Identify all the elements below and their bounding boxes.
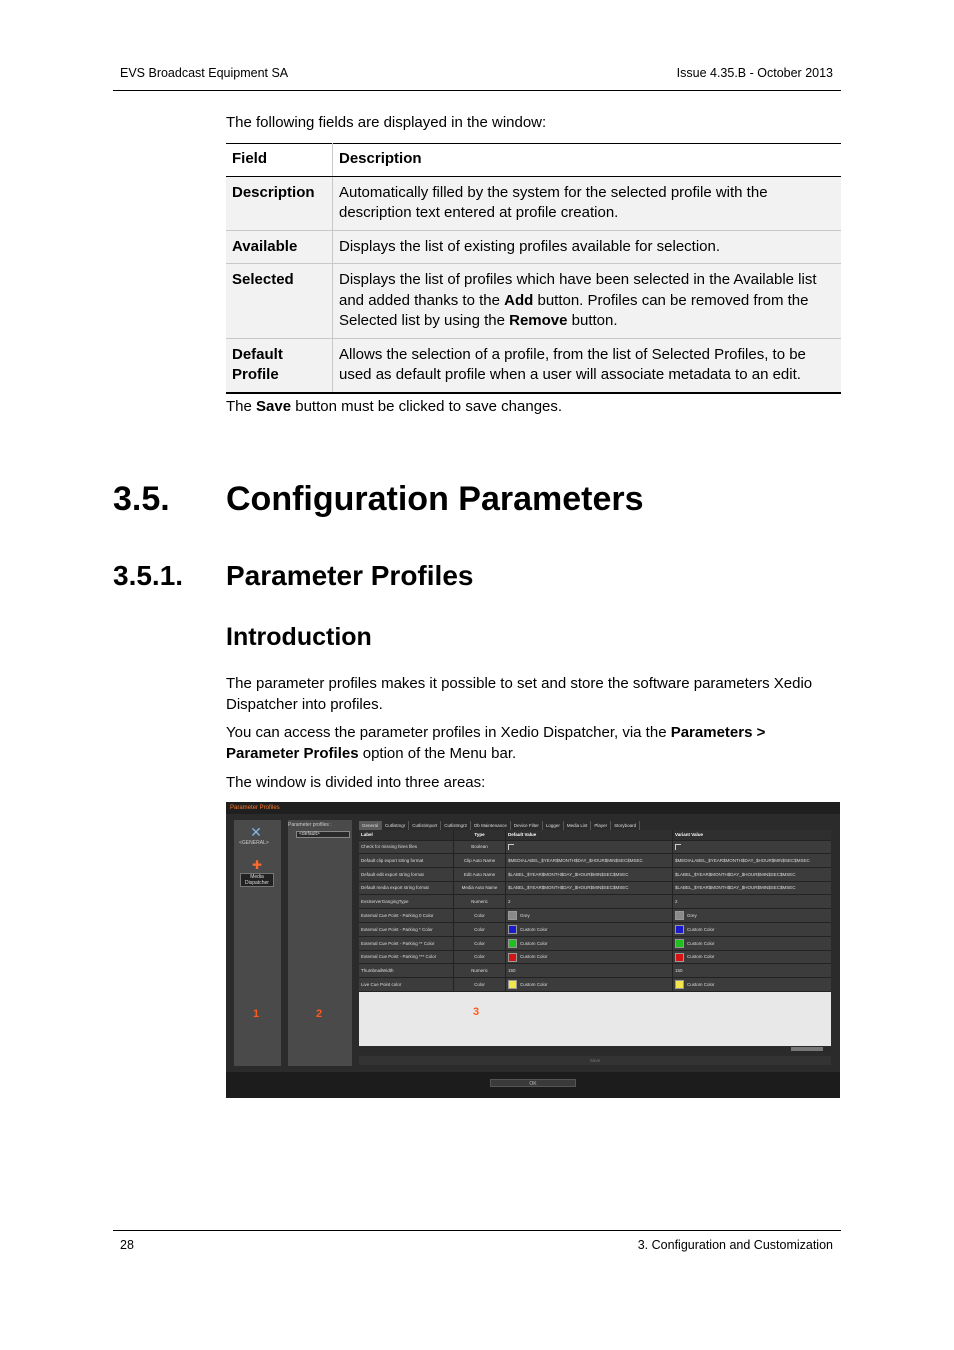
default-value-cell[interactable]: $LABEL_$YEAR$MONTH$DAY_$HOUR$MIN$SEC$MSEC xyxy=(506,868,673,881)
color-swatch[interactable] xyxy=(508,925,517,934)
color-swatch[interactable] xyxy=(675,911,684,920)
checkbox[interactable] xyxy=(508,844,514,850)
param-label: Live Cue Point color xyxy=(359,978,454,991)
subsection-heading xyxy=(113,560,473,592)
description-cell: Displays the list of existing profiles available for selection. xyxy=(339,237,721,255)
variant-value-cell[interactable]: 2 xyxy=(675,899,678,905)
tab-item[interactable]: Media List xyxy=(564,821,592,830)
color-swatch[interactable] xyxy=(675,939,684,948)
param-label: External Cue Point - Parking ** Color xyxy=(359,937,454,950)
paragraph-2 xyxy=(226,723,838,764)
color-swatch[interactable] xyxy=(508,939,517,948)
page-number: 28 xyxy=(120,1238,134,1252)
param-label: Default clip export string format xyxy=(359,854,454,867)
grid-row[interactable] xyxy=(359,964,831,978)
param-label: Default edit export string format xyxy=(359,868,454,881)
dispatcher-icon[interactable]: ✚ xyxy=(251,858,263,872)
tab-item[interactable]: Storyboard xyxy=(611,821,640,830)
param-label: EvsServerGangingType xyxy=(359,895,454,908)
para2-text: option of the Menu bar. xyxy=(358,744,517,762)
param-label: External Cue Point - Parking *** Color xyxy=(359,950,454,963)
desc-text: button. xyxy=(567,312,618,329)
table-row xyxy=(226,338,841,393)
color-name: Custom Color xyxy=(687,982,715,987)
grid-row[interactable] xyxy=(359,923,831,937)
para2-bold: Parameters > Parameter Profiles xyxy=(226,724,766,762)
tab-item[interactable]: Cutlistmgr xyxy=(382,821,409,830)
desc-bold-remove: Remove xyxy=(509,312,568,329)
grid-row[interactable] xyxy=(359,868,831,882)
header-field: Field xyxy=(226,144,333,177)
desc-text: button. Profiles can be removed from the Selected list by using the xyxy=(339,291,809,329)
para2-text: You can access the parameter profiles in Xedio Dispatcher, via the xyxy=(226,724,671,741)
default-value-cell[interactable] xyxy=(506,937,673,950)
variant-value-cell[interactable]: $LABEL_$YEAR$MONTH$DAY_$HOUR$MIN$SEC$MSEC xyxy=(675,885,796,891)
area-number-3: 3 xyxy=(473,1006,480,1018)
parameter-profiles-window xyxy=(226,802,840,1098)
param-label: External Cue Point - Parking * Color xyxy=(359,923,454,936)
param-type: Media Auto Name xyxy=(454,881,506,894)
grid-row[interactable] xyxy=(359,937,831,951)
tab-item[interactable]: Logger xyxy=(543,821,564,830)
color-swatch[interactable] xyxy=(508,953,517,962)
param-type: Color xyxy=(454,923,506,936)
color-swatch[interactable] xyxy=(675,953,684,962)
tab-item[interactable]: Cutlistmgr2 xyxy=(441,821,471,830)
default-value-cell[interactable] xyxy=(506,909,673,922)
variant-value-cell[interactable] xyxy=(673,950,831,963)
tab-item[interactable]: Device Filter xyxy=(511,821,543,830)
tab-item[interactable]: Cutlistimport xyxy=(409,821,441,830)
save-button[interactable]: Save xyxy=(359,1056,831,1065)
ok-button[interactable]: OK xyxy=(490,1079,576,1087)
table-header-row xyxy=(226,144,841,177)
header-description: Description xyxy=(333,144,842,177)
horizontal-scrollbar[interactable] xyxy=(359,1046,831,1052)
color-name: Custom Color xyxy=(687,940,715,946)
media-dispatcher-item[interactable]: Media Dispatcher xyxy=(240,873,274,887)
intro-heading: Introduction xyxy=(226,623,372,651)
grid-empty-area xyxy=(359,992,831,1046)
grid-header-cell: Type xyxy=(454,830,506,840)
default-value-cell[interactable]: $MEDIALABEL_$YEAR$MONTH$DAY_$HOUR$MIN$SEC$MSEC xyxy=(506,854,673,867)
param-type: Numeric xyxy=(454,895,506,908)
field-cell: Selected xyxy=(226,264,333,339)
color-name: Grey xyxy=(520,913,530,918)
area-number-1: 1 xyxy=(253,1008,260,1020)
paragraph-3: The window is divided into three areas: xyxy=(226,774,486,791)
color-swatch[interactable] xyxy=(675,980,684,989)
header-issue: Issue 4.35.B - October 2013 xyxy=(676,66,833,80)
desc-text: Displays the list of profiles which have been selected in the Available list and added thanks to the xyxy=(339,271,817,309)
area-number-2: 2 xyxy=(316,1008,323,1020)
section-heading xyxy=(113,480,644,519)
param-label: External Cue Point - Parking 0 Color xyxy=(359,909,454,922)
tab-item[interactable]: Db Maintenance xyxy=(471,821,511,830)
grid-row[interactable] xyxy=(359,881,831,895)
window-title: Parameter Profiles xyxy=(226,802,840,814)
variant-value-cell[interactable]: 150 xyxy=(675,968,683,974)
grid-row[interactable] xyxy=(359,854,831,868)
general-label[interactable]: <GENERAL> xyxy=(239,840,269,846)
variant-value-cell[interactable]: $MEDIALABEL_$YEAR$MONTH$DAY_$HOUR$MIN$SEC$MSEC xyxy=(675,857,810,863)
section-number: 3.5. xyxy=(113,480,170,518)
variant-value-cell[interactable] xyxy=(673,937,831,950)
checkbox[interactable] xyxy=(675,844,681,850)
modules-pane xyxy=(234,820,281,1066)
table-row xyxy=(226,176,841,230)
grid-header-cell: Default Value xyxy=(506,830,673,840)
scroll-thumb[interactable] xyxy=(791,1047,823,1051)
grid-row[interactable] xyxy=(359,950,831,964)
grid-row[interactable] xyxy=(359,840,831,854)
grid-row[interactable] xyxy=(359,978,831,992)
field-cell: Default Profile xyxy=(226,338,333,393)
header-rule xyxy=(113,90,841,91)
footer-rule xyxy=(113,1230,841,1231)
fields-intro: The following fields are displayed in the window: xyxy=(226,114,547,131)
save-note-bold: Save xyxy=(256,398,292,415)
subsection-number: 3.5.1. xyxy=(113,560,184,591)
grid-header-cell: Label xyxy=(359,830,454,840)
parameter-tabs xyxy=(359,821,831,830)
grid-row[interactable] xyxy=(359,909,831,923)
color-name: Custom Color xyxy=(520,926,548,932)
grid-header-cell: Variant Value xyxy=(675,832,704,837)
param-type: Boolean xyxy=(454,840,506,853)
param-label: Default media export string format xyxy=(359,881,454,894)
section-title: Configuration Parameters xyxy=(226,480,644,518)
color-name: Custom Color xyxy=(687,954,715,960)
footer-chapter: 3. Configuration and Customization xyxy=(637,1238,833,1252)
color-name: Grey xyxy=(687,913,697,918)
header-company: EVS Broadcast Equipment SA xyxy=(120,66,289,80)
default-value-cell[interactable]: $LABEL_$YEAR$MONTH$DAY_$HOUR$MIN$SEC$MSEC xyxy=(506,881,673,894)
table-row xyxy=(226,264,841,339)
save-note-text: button must be clicked to save changes. xyxy=(291,398,563,415)
default-value-cell[interactable] xyxy=(506,950,673,963)
tab-item[interactable]: General xyxy=(359,821,382,830)
default-value-cell[interactable] xyxy=(506,840,673,853)
param-label: ThumbnailWidth xyxy=(359,964,454,977)
param-type: Color xyxy=(454,950,506,963)
paragraph-1: The parameter profiles makes it possible to set and store the software parameters Xedio Dispatcher into profiles. xyxy=(226,675,813,713)
param-type: Numeric xyxy=(454,964,506,977)
color-name: Custom Color xyxy=(687,926,715,932)
field-cell: Available xyxy=(226,230,333,264)
parameters-grid xyxy=(359,830,831,992)
desc-bold-add: Add xyxy=(504,291,534,309)
description-cell xyxy=(333,264,842,339)
default-profile-item[interactable]: <default> xyxy=(296,831,350,838)
color-swatch[interactable] xyxy=(508,911,517,920)
save-note xyxy=(226,397,838,418)
color-swatch[interactable] xyxy=(675,925,684,934)
param-type: Color xyxy=(454,937,506,950)
default-value-cell[interactable]: 2 xyxy=(506,895,673,908)
profiles-pane xyxy=(288,820,352,1066)
param-type: Clip Auto Name xyxy=(454,854,506,867)
tab-item[interactable]: Player xyxy=(591,821,611,830)
variant-value-cell[interactable] xyxy=(673,923,831,936)
variant-value-cell[interactable] xyxy=(673,840,831,853)
color-name: Custom Color xyxy=(520,982,548,987)
variant-value-cell[interactable] xyxy=(673,909,831,922)
grid-row[interactable] xyxy=(359,895,831,909)
tools-icon[interactable]: ✕ xyxy=(250,824,262,840)
save-note-text: The xyxy=(226,398,257,415)
color-name: Custom Color xyxy=(520,940,548,946)
param-type: Edit Auto Name xyxy=(454,868,506,881)
default-value-cell[interactable] xyxy=(506,978,673,991)
color-name: Custom Color xyxy=(520,954,548,960)
color-swatch[interactable] xyxy=(508,980,517,989)
fields-table xyxy=(226,143,841,394)
param-type: Color xyxy=(454,978,506,991)
param-type: Color xyxy=(454,909,506,922)
profiles-label: Parameter profiles : xyxy=(288,822,332,828)
variant-value-cell[interactable] xyxy=(673,978,831,991)
default-value-cell[interactable]: 150 xyxy=(506,964,673,977)
table-row xyxy=(226,230,841,264)
default-value-cell[interactable] xyxy=(506,923,673,936)
window-footer xyxy=(226,1072,840,1098)
variant-value-cell[interactable]: $LABEL_$YEAR$MONTH$DAY_$HOUR$MIN$SEC$MSEC xyxy=(675,871,796,877)
description-cell: Allows the selection of a profile, from the list of Selected Profiles, to be used as default profile when a user will associate metadata to an edit. xyxy=(339,345,806,383)
description-cell: Automatically filled by the system for the selected profile with the description text entered at profile creation. xyxy=(339,183,768,221)
param-label: Check for missing hires files xyxy=(359,840,454,853)
subsection-title: Parameter Profiles xyxy=(226,560,474,591)
field-cell: Description xyxy=(226,176,333,230)
